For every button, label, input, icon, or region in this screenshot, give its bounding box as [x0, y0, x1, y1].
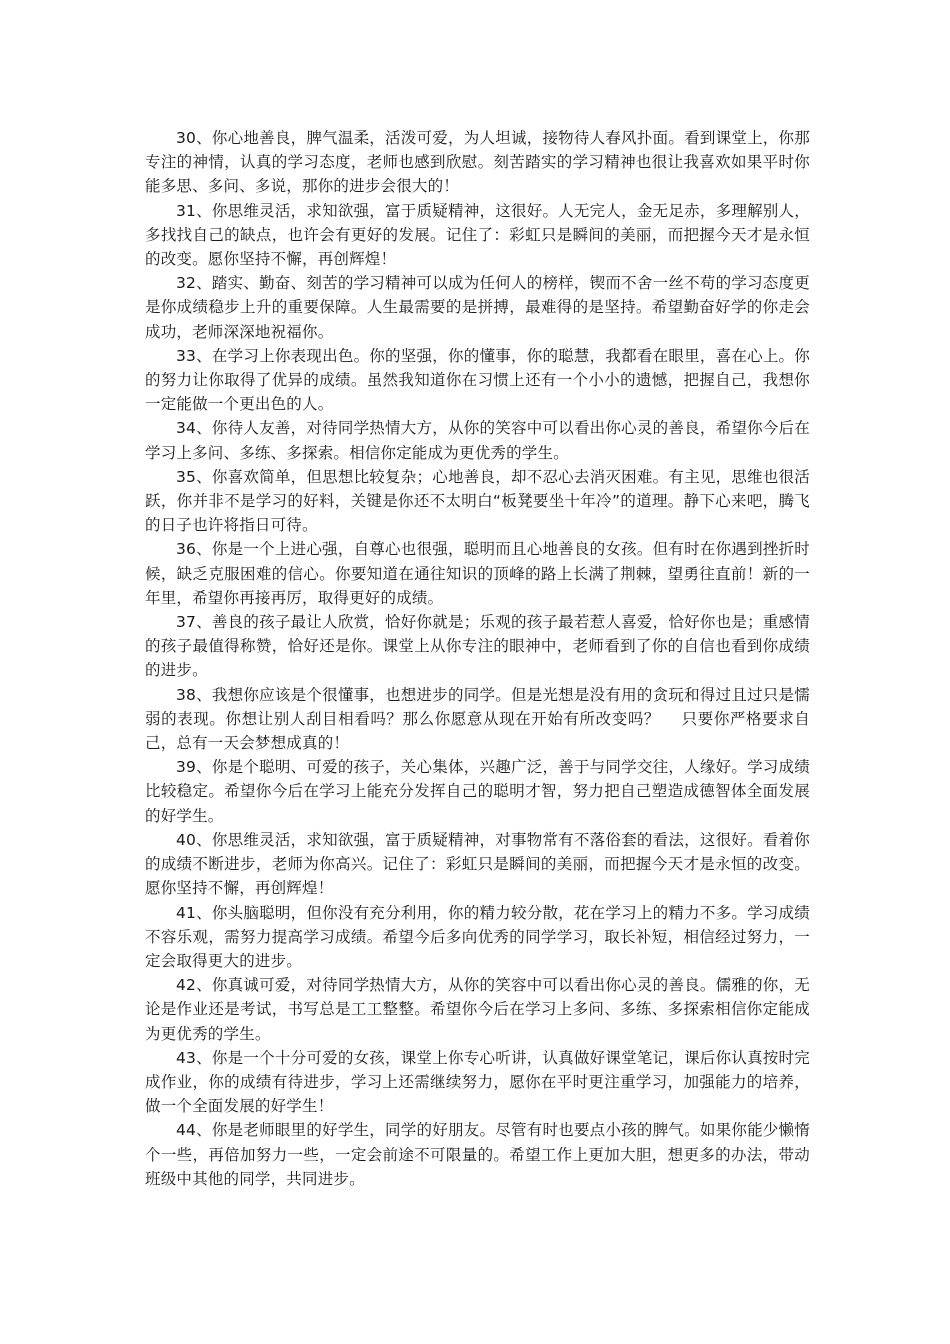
- paragraph-44: 44、你是老师眼里的好学生，同学的好朋友。尽管有时也要点小孩的脾气。如果你能少懒惰个一些，再倍加努力一些，一定会前途不可限量的。希望工作上更加大胆，想更多的办法，带动班级中其他的同学，共同进步。: [145, 1121, 810, 1188]
- paragraph-42: 42、你真诚可爱，对待同学热情大方，从你的笑容中可以看出你心灵的善良。儒雅的你，无论是作业还是考试，书写总是工工整整。希望你今后在学习上多问、多练、多探索相信你定能成为更优秀的学生。: [145, 976, 810, 1043]
- paragraph-38: 38、我想你应该是个很懂事，也想进步的同学。但是光想是没有用的贪玩和得过且过只是懦弱的表现。你想让别人刮目相看吗？那么你愿意从现在开始有所改变吗？ 只要你严格要求自己，总有一天会梦想成真的！: [145, 685, 810, 753]
- document-page: [145, 126, 810, 1191]
- paragraph-35: 35、你喜欢简单，但思想比较复杂；心地善良，却不忍心去消灭困难。有主见，思维也很活跃，你并非不是学习的好料，关键是你还不太明白“板凳要坐十年冷”的道理。静下心来吧，腾飞的日子也许将指日可待。: [145, 467, 810, 535]
- paragraph-37: 37、善良的孩子最让人欣赏，恰好你就是；乐观的孩子最若惹人喜爱，恰好你也是；重感情的孩子最值得称赞，恰好还是你。课堂上从你专注的眼神中，老师看到了你的自信也看到你成绩的进步。: [145, 613, 810, 680]
- paragraph-41: 41、你头脑聪明，但你没有充分利用，你的精力较分散，花在学习上的精力不多。学习成绩不容乐观，需努力提高学习成绩。希望今后多向优秀的同学学习，取长补短，相信经过努力，一定会取得更大的进步。: [145, 903, 810, 970]
- paragraph-40: 40、你思维灵活，求知欲强，富于质疑精神，对事物常有不落俗套的看法，这很好。看着你的成绩不断进步，老师为你高兴。记住了：彩虹只是瞬间的美丽，而把握今天才是永恒的改变。愿你坚持不懈，再创辉煌！: [145, 830, 810, 898]
- paragraph-33: 33、在学习上你表现出色。你的坚强，你的懂事，你的聪慧，我都看在眼里，喜在心上。你的努力让你取得了优异的成绩。虽然我知道你在习惯上还有一个小小的遗憾，把握自己，我想你一定能做一个更出色的人。: [145, 346, 810, 414]
- paragraph-34: 34、你待人友善，对待同学热情大方，从你的笑容中可以看出你心灵的善良，希望你今后在学习上多问、多练、多探索。相信你定能成为更优秀的学生。: [145, 419, 810, 462]
- paragraph-36: 36、你是一个上进心强，自尊心也很强，聪明而且心地善良的女孩。但有时在你遇到挫折时候，缺乏克服困难的信心。你要知道在通往知识的顶峰的路上长满了荆棘，望勇往直前！新的一年里，希望你再接再厉，取得更好的成绩。: [145, 540, 810, 607]
- paragraph-30: 30、你心地善良，脾气温柔，活泼可爱，为人坦诚，接物待人春风扑面。看到课堂上，你那专注的神情，认真的学习态度，老师也感到欣慰。刻苦踏实的学习精神也很让我喜欢如果平时你能多思、多问、多说，那你的进步会很大的！: [145, 129, 810, 196]
- paragraph-32: 32、踏实、勤奋、刻苦的学习精神可以成为任何人的榜样，锲而不舍一丝不苟的学习态度更是你成绩稳步上升的重要保障。人生最需要的是拼搏，最难得的是坚持。希望勤奋好学的你走会成功，老师深深地祝福你。: [145, 274, 810, 341]
- paragraph-43: 43、你是一个十分可爱的女孩，课堂上你专心听讲，认真做好课堂笔记，课后你认真按时完成作业，你的成绩有待进步，学习上还需继续努力，愿你在平时更注重学习，加强能力的培养，做一个全面发展的好学生！: [145, 1048, 810, 1116]
- paragraph-39: 39、你是个聪明、可爱的孩子，关心集体，兴趣广泛，善于与同学交往，人缘好。学习成绩比较稳定。希望你今后在学习上能充分发挥自己的聪明才智，努力把自己塑造成德智体全面发展的好学生。: [145, 758, 810, 825]
- paragraph-31: 31、你思维灵活，求知欲强，富于质疑精神，这很好。人无完人，金无足赤，多理解别人，多找找自己的缺点，也许会有更好的发展。记住了：彩虹只是瞬间的美丽，而把握今天才是永恒的改变。愿你坚持不懈，再创辉煌！: [145, 201, 810, 269]
